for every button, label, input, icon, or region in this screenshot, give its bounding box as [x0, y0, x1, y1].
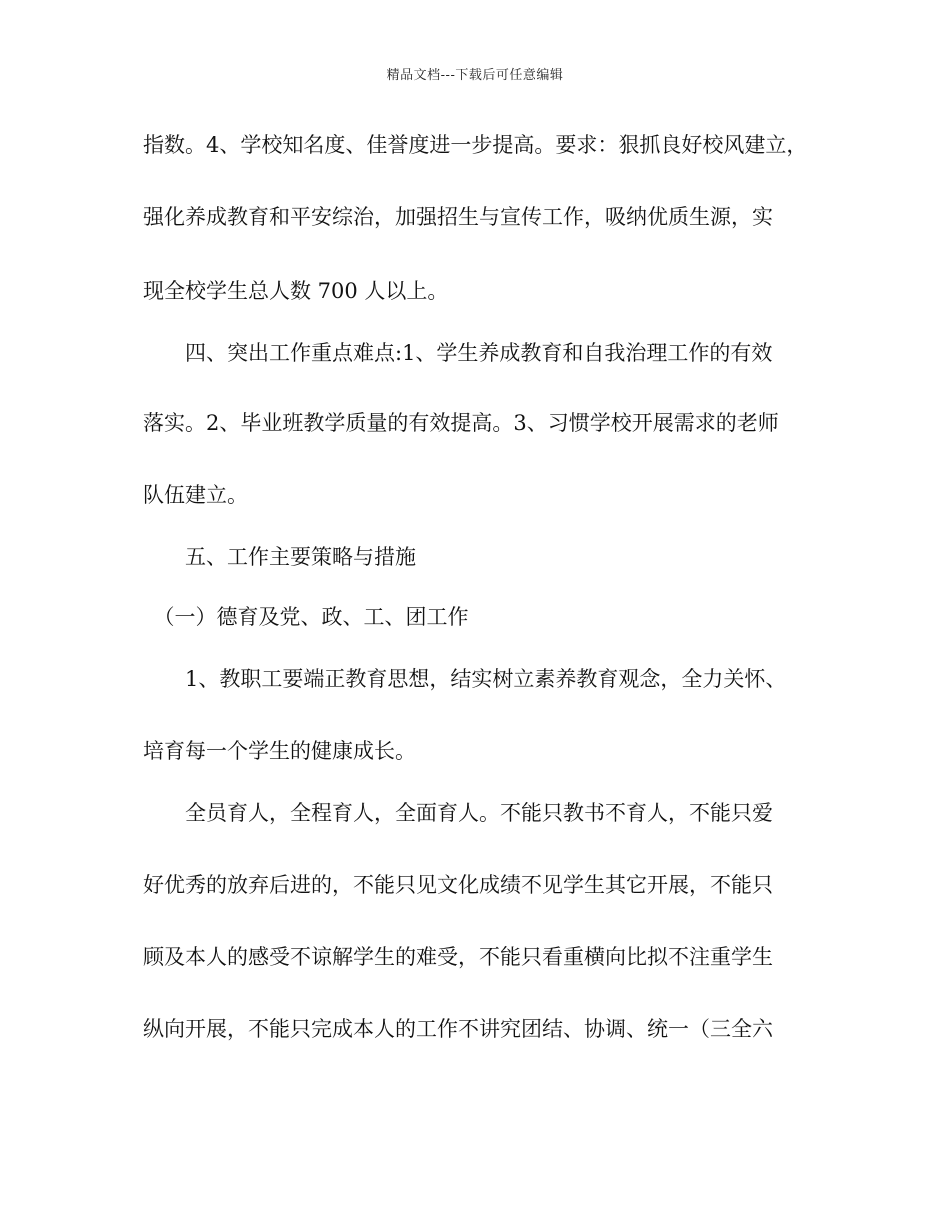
page-header: 精品文档---下载后可任意编辑	[386, 68, 564, 83]
text-line-7: 五、工作主要策略与措施	[143, 545, 416, 569]
text-line-3: 现全校学生总人数 700 人以上。	[143, 279, 449, 303]
text-line-1: 指数。4、学校知名度、佳誉度进一步提高。要求：狠抓良好校风建立，	[143, 133, 808, 157]
text-line-11: 全员育人，全程育人，全面育人。不能只教书不育人，不能只爱	[143, 801, 773, 825]
text-line-13: 顾及本人的感受不谅解学生的难受，不能只看重横向比拟不注重学生	[143, 945, 773, 969]
text-line-5: 落实。2、毕业班教学质量的有效提高。3、习惯学校开展需求的老师	[143, 411, 779, 435]
text-line-12: 好优秀的放弃后进的，不能只见文化成绩不见学生其它开展，不能只	[143, 873, 773, 897]
text-line-6: 队伍建立。	[143, 483, 248, 507]
text-line-2: 强化养成教育和平安综治，加强招生与宣传工作，吸纳优质生源，实	[143, 205, 773, 229]
text-line-4: 四、突出工作重点难点:1、学生养成教育和自我治理工作的有效	[143, 341, 773, 365]
text-line-8: （一）德育及党、政、工、团工作	[143, 605, 469, 629]
text-line-9: 1、教职工要端正教育思想，结实树立素养教育观念，全力关怀、	[143, 667, 787, 691]
text-line-14: 纵向开展，不能只完成本人的工作不讲究团结、协调、统一（三全六	[143, 1017, 773, 1041]
text-line-10: 培育每一个学生的健康成长。	[143, 739, 416, 763]
